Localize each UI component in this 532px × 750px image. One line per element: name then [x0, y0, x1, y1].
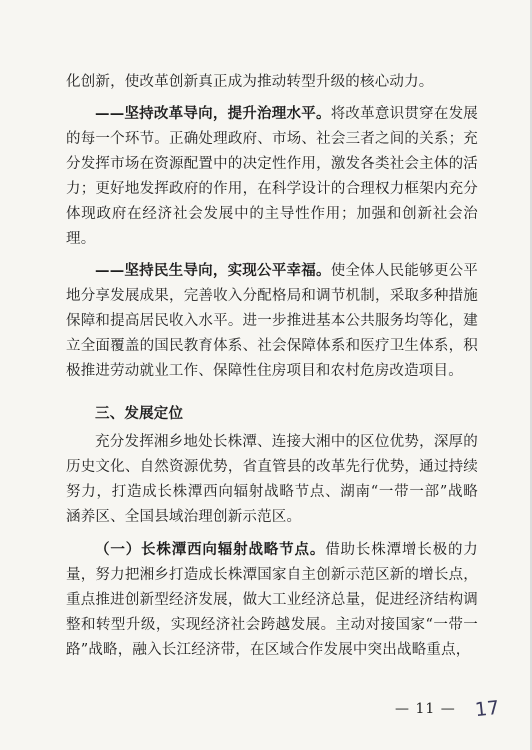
handwritten-page-mark: 17 — [473, 696, 501, 722]
paragraph-positioning — [66, 430, 478, 530]
section-heading — [66, 401, 478, 426]
paragraph-body: 借助长株潭增长极的力量，努力把湘乡打造成长株潭国家自主创新示范区新的增长点，重点推进创新型经济发展，做大工业经济总量，促进经济结构调整和转型升级，实现经济社会跨越发展。主动对接国家“一带一路”战略，融入长江经济带，在区域合作发展中突出战略重点， — [66, 542, 478, 658]
paragraph-reform-orientation — [66, 101, 478, 252]
paragraph-body: 化创新，使改革创新真正成为推动转型升级的核心动力。 — [66, 74, 434, 90]
paragraph-body: 将改革意识贯穿在发展的每一个环节。正确处理政府、市场、社会三者之间的关系；充分发挥市场在资源配置中的决定性作用，激发各类社会主体的活力；更好地发挥政府的作用，在科学设计的合理权力框架内充分体现政府在经济社会发展中的主导性作用；加强和创新社会治理。 — [66, 106, 479, 247]
paragraph-livelihood-orientation — [66, 258, 478, 384]
paragraph-lead: （一）长株潭西向辐射战略节点。 — [95, 541, 326, 558]
paragraph-lead: ——坚持民生导向，实现公平幸福。 — [95, 262, 331, 279]
paragraph-body: 充分发挥湘乡地处长株潭、连接大湘中的区位优势，深厚的历史文化、自然资源优势，省直管县的改革先行优势，通过持续努力，打造成长株潭西向辐射战略节点、湖南“一带一部”战略涵养区、全国县域治理创新示范区。 — [66, 434, 478, 525]
paragraph-strategic-node — [66, 537, 478, 663]
paragraph-continuation — [66, 70, 478, 95]
paragraph-body: 使全体人民能够更公平地分享发展成果，完善收入分配格局和调节机制，采取多种措施保障和提高居民收入水平。进一步推进基本公共服务均等化，建立全面覆盖的国民教育体系、社会保障体系和医疗卫生体系，积极推进劳动就业工作、保障性住房项目和农村危房改造项目。 — [66, 263, 479, 379]
section-heading-text: 三、发展定位 — [95, 405, 184, 422]
page-number: — 11 — — [395, 701, 456, 717]
paragraph-lead: ——坚持改革导向，提升治理水平。 — [95, 105, 331, 122]
